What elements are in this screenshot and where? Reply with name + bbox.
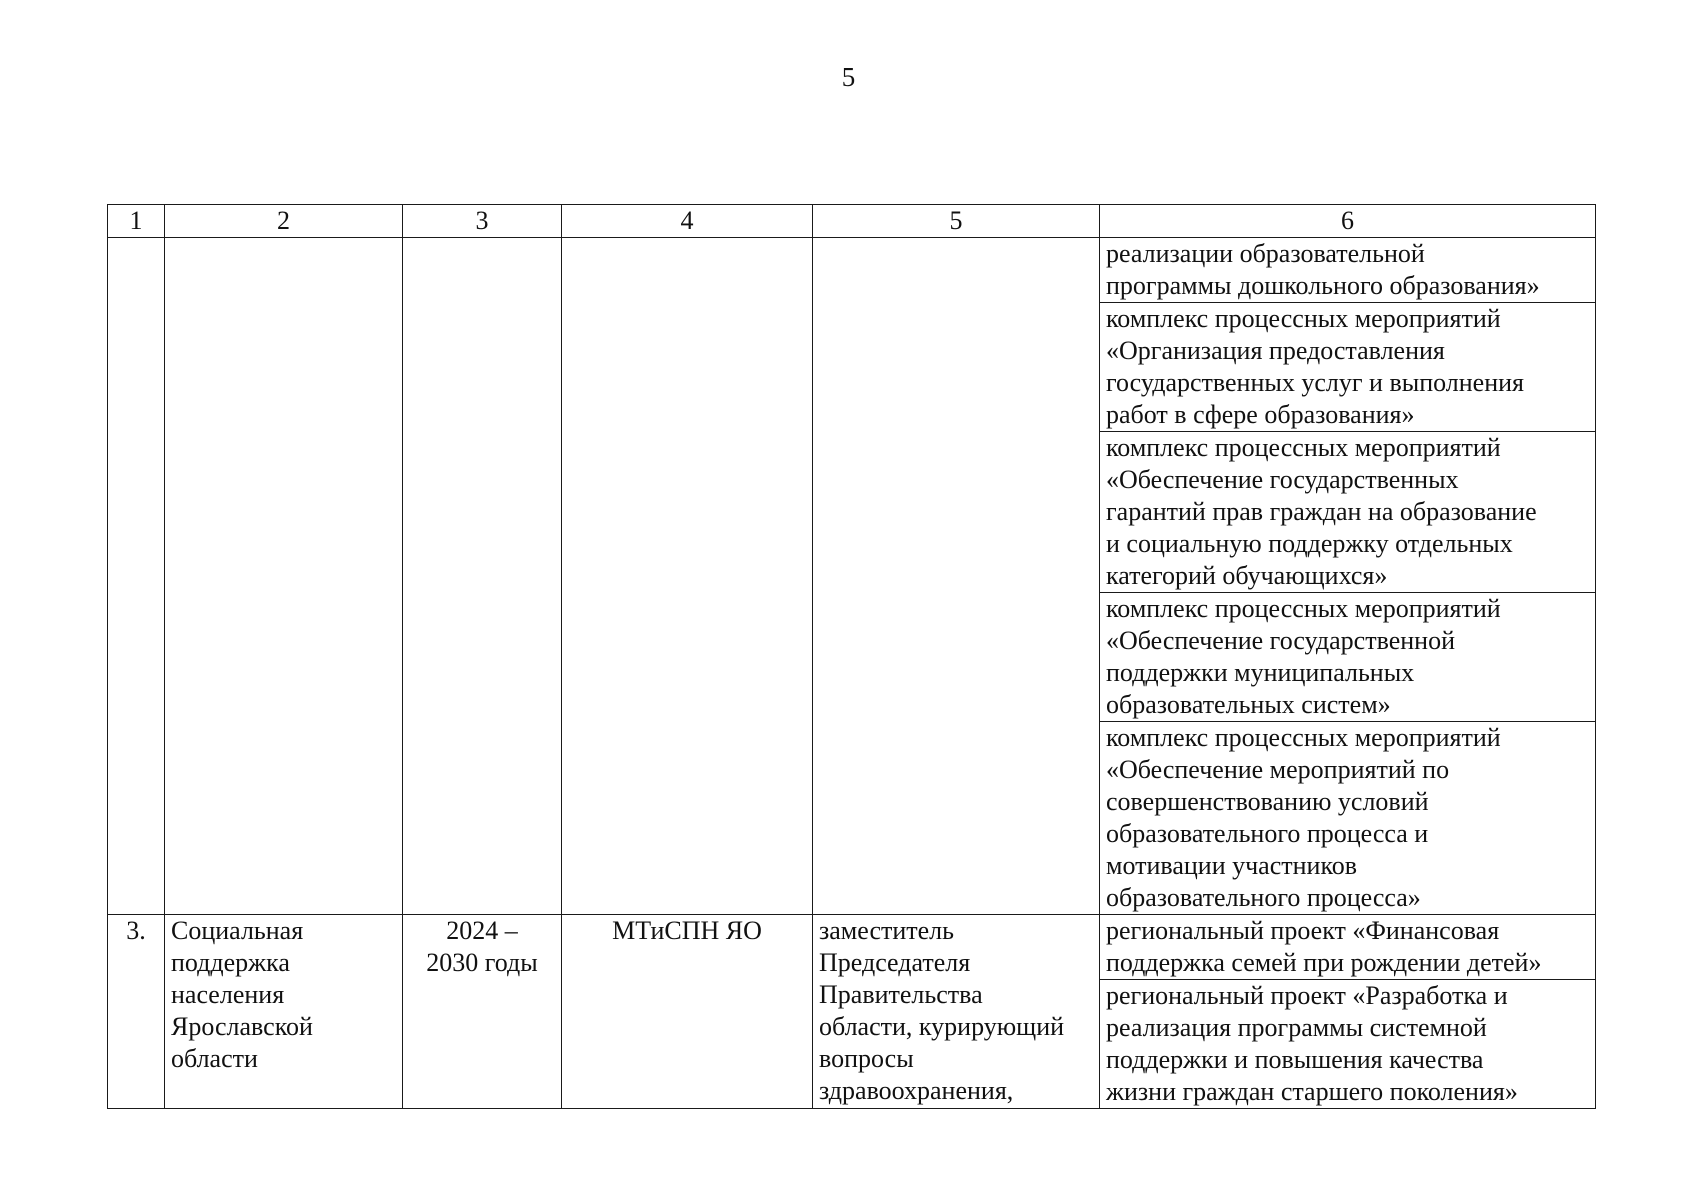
- project-cell: региональный проект «Разработка и реализация программы системной поддержки и повышения качества жизни граждан старшего поколения»: [1100, 980, 1596, 1109]
- header-col-2: 2: [165, 205, 403, 238]
- program-curator: заместитель Председателя Правительства области, курирующий вопросы здравоохранения,: [813, 915, 1100, 1109]
- table-row: [108, 915, 1596, 980]
- header-col-5: 5: [813, 205, 1100, 238]
- program-period: 2024 – 2030 годы: [403, 915, 562, 1109]
- table-header-row: [108, 205, 1596, 238]
- header-col-6: 6: [1100, 205, 1596, 238]
- row-number: 3.: [108, 915, 165, 1109]
- header-col-3: 3: [403, 205, 562, 238]
- activity-cell: комплекс процессных мероприятий «Обеспечение мероприятий по совершенствованию условий образовательного процесса и мотивации участников образовательного процесса»: [1100, 722, 1596, 915]
- program-executor: МТиСПН ЯО: [562, 915, 813, 1109]
- project-cell: региональный проект «Финансовая поддержка семей при рождении детей»: [1100, 915, 1596, 980]
- program-table: [107, 204, 1596, 1109]
- page-number: 5: [841, 62, 856, 92]
- continued-empty-cell-1: [108, 238, 165, 915]
- table-row: [108, 238, 1596, 303]
- header-col-1: 1: [108, 205, 165, 238]
- continued-empty-cell-2: [165, 238, 403, 915]
- activity-cell: реализации образовательной программы дошкольного образования»: [1100, 238, 1596, 303]
- activity-cell: комплекс процессных мероприятий «Обеспечение государственной поддержки муниципальных образовательных систем»: [1100, 593, 1596, 722]
- activity-cell: комплекс процессных мероприятий «Обеспечение государственных гарантий прав граждан на образование и социальную поддержку отдельных категорий обучающихся»: [1100, 432, 1596, 593]
- program-name: Социальная поддержка населения Ярославской области: [165, 915, 403, 1109]
- activity-cell: комплекс процессных мероприятий «Организация предоставления государственных услуг и выполнения работ в сфере образования»: [1100, 303, 1596, 432]
- continued-empty-cell-3: [403, 238, 562, 915]
- header-col-4: 4: [562, 205, 813, 238]
- continued-empty-cell-4: [562, 238, 813, 915]
- continued-empty-cell-5: [813, 238, 1100, 915]
